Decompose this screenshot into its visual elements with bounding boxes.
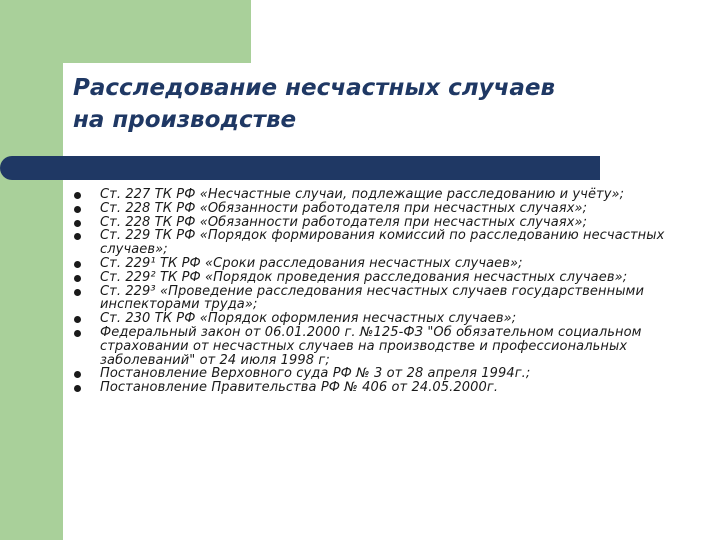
list-item-text: Ст. 229¹ ТК РФ «Сроки расследования несчастных случаев»; bbox=[100, 255, 523, 271]
list-item bbox=[74, 367, 674, 381]
list-item-text: Ст. 227 ТК РФ «Несчастные случаи, подлежащие расследованию и учёту»; bbox=[100, 187, 625, 202]
list-item bbox=[74, 257, 674, 271]
list-item-text: Постановление Верховного суда РФ № 3 от 28 апреля 1994г.; bbox=[100, 366, 531, 382]
list-item-text: Ст. 229² ТК РФ «Порядок проведения расследования несчастных случаев»; bbox=[100, 269, 628, 285]
list-item bbox=[74, 285, 674, 313]
bullet-icon bbox=[74, 206, 81, 213]
list-item-text: Ст. 228 ТК РФ «Обязанности работодателя при несчастных случаях»; bbox=[100, 200, 588, 216]
list-item-text: Постановление Правительства РФ № 406 от 24.05.2000г. bbox=[100, 380, 499, 396]
bullet-icon bbox=[74, 289, 81, 296]
bullet-icon bbox=[74, 316, 81, 323]
bullet-icon bbox=[74, 330, 81, 337]
list-item-text: Ст. 229 ТК РФ «Порядок формирования комиссий по расследованию несчастных случаев»; bbox=[100, 228, 665, 258]
bullet-icon bbox=[74, 220, 81, 227]
list-item bbox=[74, 202, 674, 216]
bullet-icon bbox=[74, 371, 81, 378]
list-item bbox=[74, 381, 674, 395]
slide-title-line-1: Расследование несчастных случаев bbox=[73, 75, 556, 101]
list-item-text: Ст. 230 ТК РФ «Порядок оформления несчастных случаев»; bbox=[100, 311, 517, 327]
bullet-icon bbox=[74, 385, 81, 392]
bullet-icon bbox=[74, 275, 81, 282]
slide-title bbox=[73, 72, 693, 136]
list-item bbox=[74, 216, 674, 230]
list-item bbox=[74, 229, 674, 257]
list-item bbox=[74, 188, 674, 202]
bullet-icon bbox=[74, 192, 81, 199]
list-item-text: Федеральный закон от 06.01.2000 г. №125-ФЗ "Об обязательном социальном страховании от несчастных случаев на производстве и профессиональных заболеваний" от 24 июля 1998 г; bbox=[100, 324, 642, 368]
law-reference-list bbox=[74, 188, 674, 395]
bullet-icon bbox=[74, 261, 81, 268]
list-item-text: Ст. 229³ «Проведение расследования несчастных случаев государственными инспекторами труда»; bbox=[100, 283, 645, 313]
title-divider-bar bbox=[14, 156, 600, 180]
list-item-text: Ст. 228 ТК РФ «Обязанности работодателя при несчастных случаях»; bbox=[100, 214, 588, 230]
bullet-icon bbox=[74, 233, 81, 240]
list-item bbox=[74, 271, 674, 285]
list-item bbox=[74, 312, 674, 326]
slide-title-line-2: на производстве bbox=[73, 107, 297, 133]
list-item bbox=[74, 326, 674, 367]
